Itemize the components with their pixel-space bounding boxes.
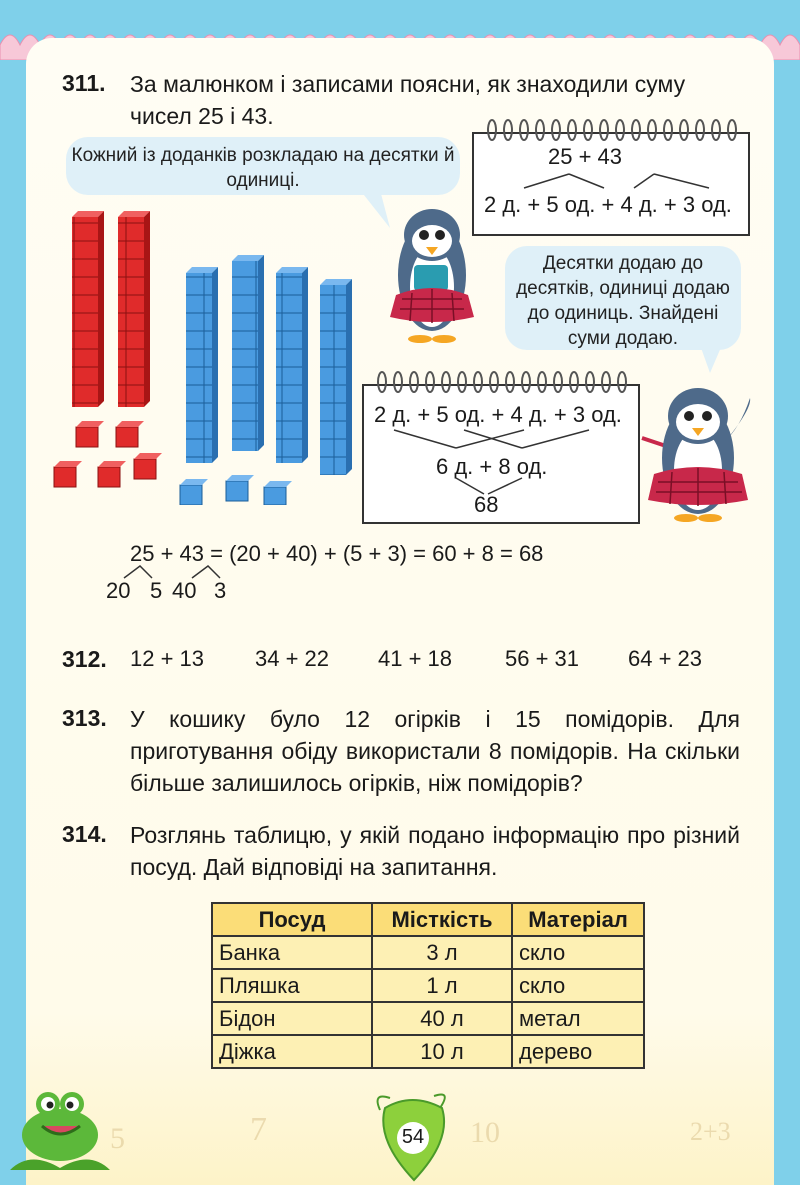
dishes-table [211, 902, 645, 1069]
decomp-3: 3 [214, 578, 227, 603]
header-capacity: Місткість [372, 903, 512, 936]
notepad2-result: 68 [474, 492, 499, 517]
table-header-row [212, 903, 644, 936]
svg-text:5: 5 [110, 1122, 125, 1155]
problem-314-text: Розглянь таблицю, у якій подано інформацію про різний посуд. Дай відповіді на запитання. [130, 822, 740, 880]
cell-material: дерево [512, 1035, 644, 1068]
cell-capacity: 1 л [372, 969, 512, 1002]
table-row [212, 1002, 644, 1035]
cell-material: скло [512, 969, 644, 1002]
notepad-decomposition [472, 132, 750, 236]
decomp-40: 40 [172, 578, 197, 603]
expr-4: 56 + 31 [505, 646, 580, 671]
expr-2: 34 + 22 [255, 646, 330, 671]
table-row [212, 936, 644, 969]
cell-dish: Діжка [212, 1035, 372, 1068]
decomp-20: 20 [106, 578, 131, 603]
problem-313-number: 313. [62, 705, 107, 731]
penguin-waving-icon [632, 378, 762, 528]
problem-313-text: У кошику було 12 огірків і 15 помідорів. Для приготування обіду використали 8 помідорів. На скільки більше залишилось огірків, ніж помідорів? [130, 706, 740, 796]
cell-dish: Пляшка [212, 969, 372, 1002]
notepad1-decomposition: 2 д. + 5 од. + 4 д. + 3 од. [484, 192, 732, 217]
expr-3: 41 + 18 [378, 646, 453, 671]
notepad2-sums: 6 д. + 8 од. [436, 454, 548, 479]
blue-unit-cubes [180, 475, 292, 505]
frog-icon [10, 1092, 110, 1170]
red-ten-rods [72, 211, 150, 407]
header-dish: Посуд [212, 903, 372, 936]
svg-text:2+3: 2+3 [690, 1117, 731, 1146]
speech-bubble-add: Десятки додаю до десятків, одиниці додаю до одиниць. Знайдені суми додаю. [505, 246, 741, 350]
cell-dish: Банка [212, 936, 372, 969]
blue-ten-rods [186, 255, 352, 475]
speech-bubble-decompose: Кожний із доданків розкладаю на десятки й одиниці. [66, 137, 460, 195]
problem-311-number: 311. [62, 70, 106, 96]
notepad1-sum: 25 + 43 [548, 144, 623, 169]
header-material: Матеріал [512, 903, 644, 936]
expr-5: 64 + 23 [628, 646, 703, 671]
decomp-5: 5 [150, 578, 163, 603]
cell-dish: Бідон [212, 1002, 372, 1035]
cell-capacity: 40 л [372, 1002, 512, 1035]
notepad2-rings-icon [372, 370, 632, 398]
svg-text:7: 7 [250, 1111, 267, 1148]
base-ten-blocks-illustration [48, 205, 368, 505]
red-unit-cubes [54, 421, 162, 487]
notepad2-decomposition: 2 д. + 5 од. + 4 д. + 3 од. [374, 402, 622, 427]
svg-text:10: 10 [470, 1116, 500, 1149]
notepad-addition [362, 384, 640, 524]
cell-capacity: 3 л [372, 936, 512, 969]
expr-1: 12 + 13 [130, 646, 205, 671]
equation-line: 25 + 43 = (20 + 40) + (5 + 3) = 60 + 8 = 68 [130, 541, 544, 566]
problem-311-text: За малюнком і записами поясни, як знаходили суму чисел 25 і 43. [130, 71, 686, 129]
table-row [212, 969, 644, 1002]
cell-material: скло [512, 936, 644, 969]
page-number: 54 [401, 1126, 425, 1148]
table-row [212, 1035, 644, 1068]
penguin-with-book-icon [382, 195, 482, 345]
problem-312-number: 312. [62, 646, 107, 672]
notepad1-branches [494, 170, 734, 192]
cell-material: метал [512, 1002, 644, 1035]
notepad-rings-icon [482, 118, 742, 146]
problem-314-number: 314. [62, 821, 107, 847]
cell-capacity: 10 л [372, 1035, 512, 1068]
bubble-tail-2 [700, 345, 730, 375]
